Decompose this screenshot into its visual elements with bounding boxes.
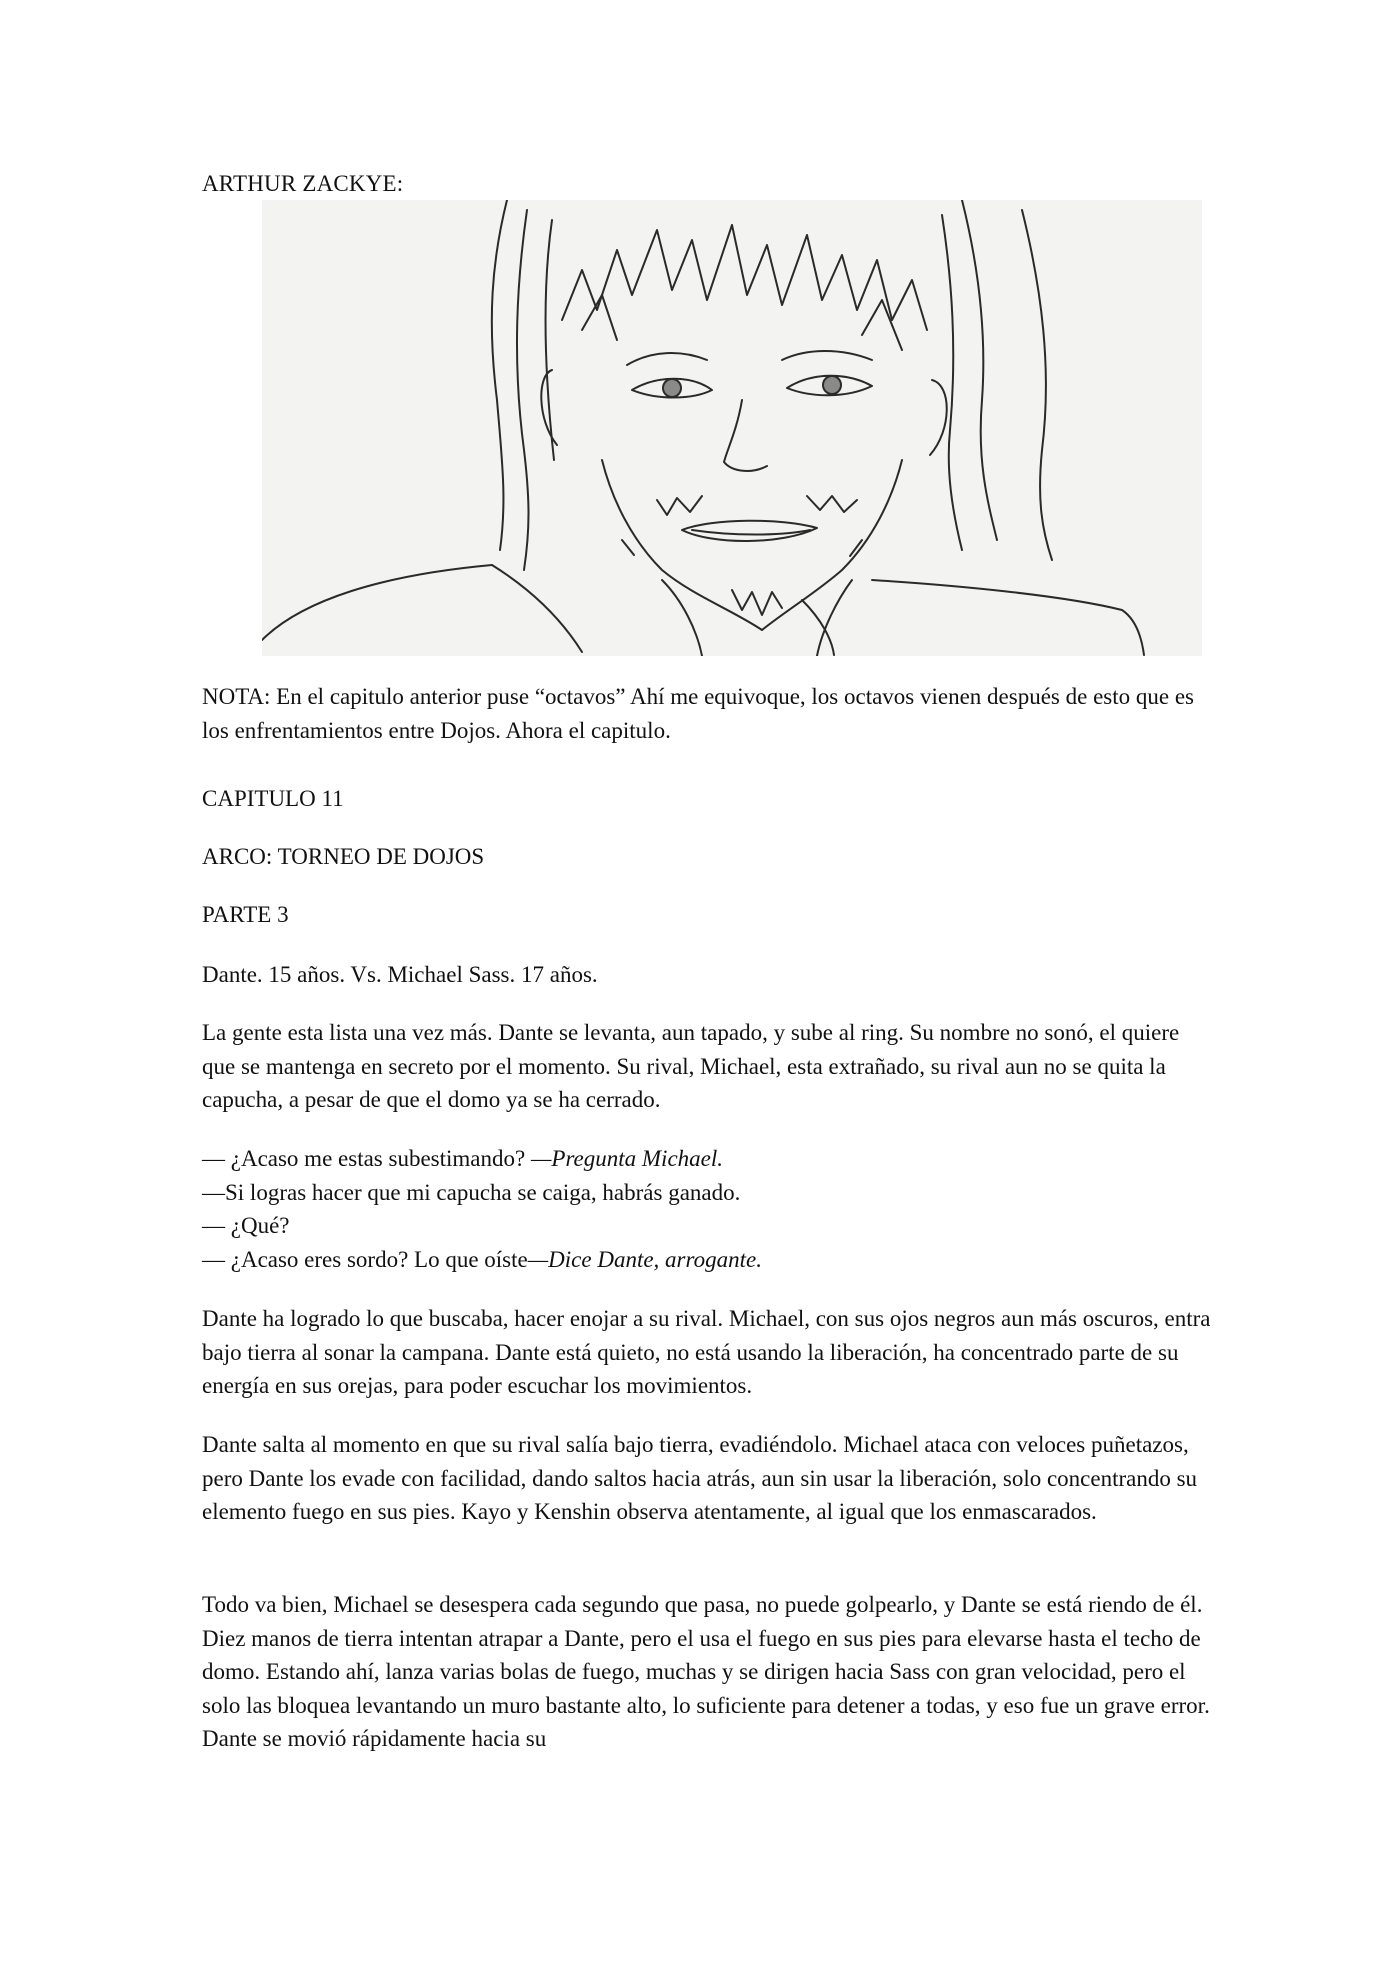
paragraph-1: La gente esta lista una vez más. Dante se levanta, aun tapado, y sube al ring. Su nombre no sonó, el quiere que se mantenga en secreto por el momento. Su rival, Michael, esta extrañado, su rival aun no se quita la capucha, a pesar de que el domo ya se ha cerrado. [202,1020,1180,1112]
paragraph-2: Dante ha logrado lo que buscaba, hacer enojar a su rival. Michael, con sus ojos negros aun más oscuros, entra bajo tierra al sonar la campana. Dante está quieto, no está usando la liberación, ha concentrado parte de su energía en sus orejas, para poder escuchar los movimientos. [202,1306,1211,1398]
paragraph-4: Todo va bien, Michael se desespera cada segundo que pasa, no puede golpearlo, y Dante se está riendo de él. Diez manos de tierra intentan atrapar a Dante, pero el usa el fuego en sus pies para elevarse hasta el techo de domo. Estando ahí, lanza varias bolas de fuego, muchas y se dirigen hacia Sass con gran velocidad, pero el solo las bloquea levantando un muro bastante alto, lo suficiente para detener a todas, y eso fue un grave error. Dante se movió rápidamente hacia su [202,1592,1210,1751]
chapter-title: CAPITULO 11 [202,786,344,811]
bearded-man-sketch-icon [262,200,1202,656]
dialogue-line: — ¿Acaso eres sordo? Lo que oíste—Dice Dante, arrogante. [202,1246,762,1272]
part-title: PARTE 3 [202,902,289,927]
arc-title: ARCO: TORNEO DE DOJOS [202,844,485,869]
dialogue-line: — ¿Acaso me estas subestimando? —Pregunta Michael. [202,1146,724,1171]
character-illustration [262,200,1332,656]
author-note: NOTA: En el capitulo anterior puse “octavos” Ahí me equivoque, los octavos vienen después de esto que es los enfrentamientos entre Dojos. Ahora el capitulo. [202,684,1194,743]
author-heading: ARTHUR ZACKYE: [202,171,404,196]
dialogue-line: —Si logras hacer que mi capucha se caiga, habrás ganado. [202,1179,741,1205]
matchup-line: Dante. 15 años. Vs. Michael Sass. 17 años. [202,962,598,987]
document-page [202,0,1212,1980]
dialogue-line: — ¿Qué? [202,1213,290,1238]
paragraph-3: Dante salta al momento en que su rival salía bajo tierra, evadiéndolo. Michael ataca con veloces puñetazos, pero Dante los evade con facilidad, dando saltos hacia atrás, aun sin usar la liberación, solo concentrando su elemento fuego en sus pies. Kayo y Kenshin observa atentamente, al igual que los enmascarados. [202,1432,1198,1524]
dialogue-block [202,1142,1212,1276]
